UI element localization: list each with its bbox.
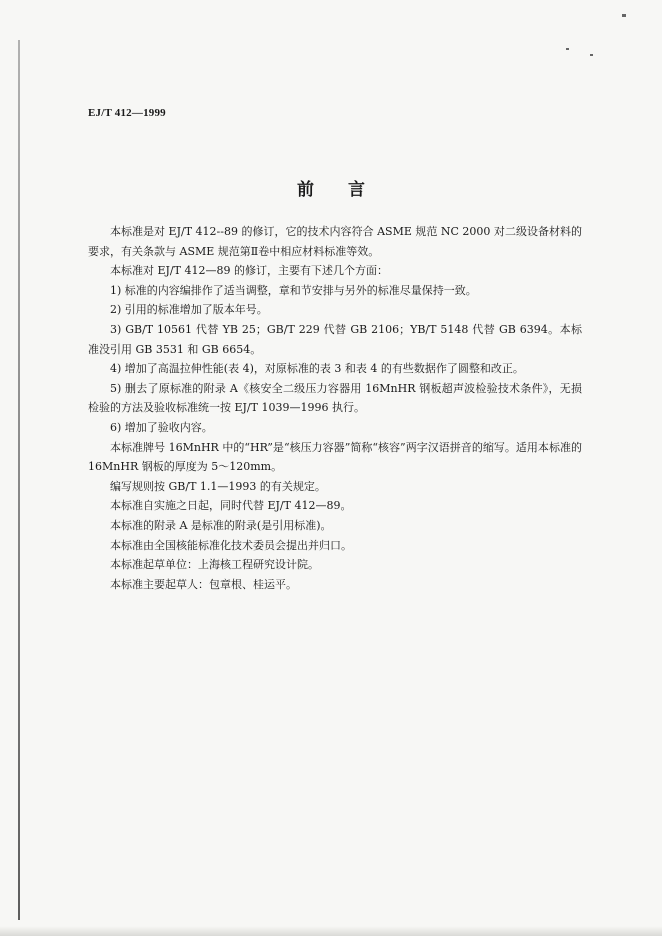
preface-body bbox=[88, 222, 582, 594]
paragraph: 本标准牌号 16MnHR 中的“HR”是“核压力容器”简称“核容”两字汉语拼音的缩写。适用本标准的 16MnHR 钢板的厚度为 5～120mm。 bbox=[88, 440, 582, 474]
document-id: EJ/T 412—1999 bbox=[88, 107, 166, 119]
page-title: 前言 bbox=[297, 180, 399, 200]
paragraph: 本标准的附录 A 是标准的附录(是引用标准)。 bbox=[110, 518, 332, 532]
paragraph: 编写规则按 GB/T 1.1—1993 的有关规定。 bbox=[110, 479, 326, 493]
paragraph: 6) 增加了验收内容。 bbox=[110, 420, 213, 434]
paragraph: 本标准由全国核能标准化技术委员会提出并归口。 bbox=[110, 538, 352, 552]
paragraph: 本标准起草单位：上海核工程研究设计院。 bbox=[110, 558, 319, 572]
scan-edge-left bbox=[18, 40, 20, 920]
paragraph: 2) 引用的标准增加了版本年号。 bbox=[110, 303, 268, 317]
scan-edge-bottom bbox=[0, 926, 662, 936]
paragraph: 本标准主要起草人：包章根、桂运平。 bbox=[110, 577, 297, 591]
paragraph: 5) 删去了原标准的附录 A《核安全二级压力容器用 16MnHR 钢板超声波检验技术条件》，无损检验的方法及验收标准统一按 EJ/T 1039—1996 执行。 bbox=[88, 381, 582, 415]
paragraph: 4) 增加了高温拉伸性能(表 4)，对原标准的表 3 和表 4 的有些数据作了圆整和改正。 bbox=[110, 362, 524, 376]
paragraph: 1) 标准的内容编排作了适当调整，章和节安排与另外的标准尽量保持一致。 bbox=[110, 283, 477, 297]
paragraph: 3) GB/T 10561 代替 YB 25；GB/T 229 代替 GB 2106；YB/T 5148 代替 GB 6394。本标准没引用 GB 3531 和 GB 6654。 bbox=[88, 322, 582, 356]
paragraph: 本标准对 EJ/T 412—89 的修订，主要有下述几个方面： bbox=[110, 264, 388, 278]
paragraph: 本标准自实施之日起，同时代替 EJ/T 412—89。 bbox=[110, 499, 352, 513]
scan-speck bbox=[566, 48, 569, 50]
paragraph: 本标准是对 EJ/T 412--89 的修订，它的技术内容符合 ASME 规范 NC 2000 对二级设备材料的要求，有关条款与 ASME 规范第Ⅱ卷中相应材料标准等效。 bbox=[88, 225, 582, 258]
scan-speck bbox=[622, 14, 626, 17]
scan-speck bbox=[590, 54, 593, 56]
